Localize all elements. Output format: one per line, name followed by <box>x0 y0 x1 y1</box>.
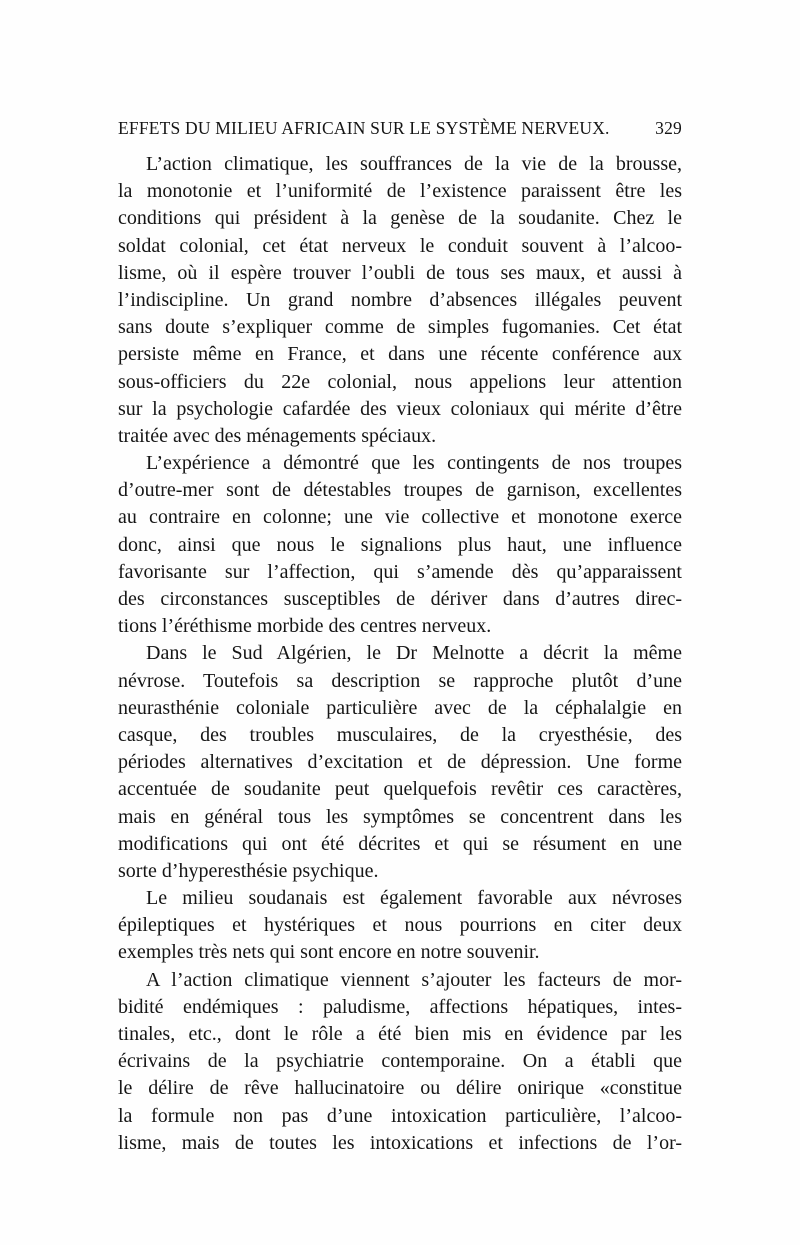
text-line: L’action climatique, les souffrances de la vie de la brousse, <box>146 153 682 175</box>
text-line: la monotonie et l’uniformité de l’existence paraissent être les <box>118 180 682 203</box>
text-line: sorte d’hyperesthésie psychique. <box>118 859 379 882</box>
text-line: au contraire en colonne; une vie collective et monotone exerce <box>118 506 682 529</box>
paragraph-2 <box>118 450 682 640</box>
text-line: casque, des troubles musculaires, de la cryesthésie, des <box>118 723 682 746</box>
page-number: 329 <box>655 118 682 138</box>
body-text <box>118 151 682 1157</box>
text-line: neurasthénie coloniale particulière avec de la céphalalgie en <box>118 696 682 719</box>
text-line: lisme, où il espère trouver l’oubli de tous ses maux, et aussi à <box>118 261 682 284</box>
text-line: favorisante sur l’affection, qui s’amende dès qu’apparaissent <box>118 560 682 583</box>
text-line: tions l’éréthisme morbide des centres nerveux. <box>118 615 492 638</box>
text-line: traitée avec des ménagements spéciaux. <box>118 424 437 447</box>
running-header <box>118 118 682 142</box>
text-line: exemples très nets qui sont encore en notre souvenir. <box>118 941 540 964</box>
text-line: périodes alternatives d’excitation et de dépression. Une forme <box>118 751 682 774</box>
text-line: d’outre-mer sont de détestables troupes de garnison, excellentes <box>118 479 682 502</box>
text-line: l’indiscipline. Un grand nombre d’absences illégales peuvent <box>118 288 682 311</box>
text-line: Dans le Sud Algérien, le Dr Melnotte a décrit la même <box>146 642 682 665</box>
text-line: modifications qui ont été décrites et qui se résument en une <box>118 832 682 855</box>
text-line: sous-officiers du 22e colonial, nous appelions leur attention <box>118 370 682 393</box>
text-line: épileptiques et hystériques et nous pourrions en citer deux <box>118 914 682 937</box>
text-line: mais en général tous les symptômes se concentrent dans les <box>118 805 682 828</box>
text-line: névrose. Toutefois sa description se rapproche plutôt d’une <box>118 669 682 692</box>
text-line: des circonstances susceptibles de dériver dans d’autres direc- <box>118 588 682 610</box>
text-line: conditions qui président à la genèse de la soudanite. Chez le <box>118 207 682 230</box>
text-line: le délire de rêve hallucinatoire ou délire onirique «constitue <box>118 1077 682 1100</box>
running-title: EFFETS DU MILIEU AFRICAIN SUR LE SYSTÈME NERVEUX. <box>118 118 610 138</box>
text-line: sans doute s’expliquer comme de simples fugomanies. Cet état <box>118 316 682 339</box>
text-line: persiste même en France, et dans une récente conférence aux <box>118 343 682 366</box>
text-line: Le milieu soudanais est également favorable aux névroses <box>146 887 682 910</box>
text-line: accentuée de soudanite peut quelquefois revêtir ces caractères, <box>118 778 682 801</box>
text-line: donc, ainsi que nous le signalions plus haut, une influence <box>118 533 682 556</box>
paragraph-4 <box>118 885 682 967</box>
text-line: tinales, etc., dont le rôle a été bien mis en évidence par les <box>118 1023 682 1045</box>
text-line: L’expérience a démontré que les contingents de nos troupes <box>146 452 682 475</box>
paragraph-1 <box>118 151 682 450</box>
text-line: la formule non pas d’une intoxication particulière, l’alcoo- <box>118 1104 682 1127</box>
text-line: bidité endémiques : paludisme, affections hépatiques, intes- <box>118 995 682 1018</box>
text-line: sur la psychologie cafardée des vieux coloniaux qui mérite d’être <box>118 397 682 420</box>
paragraph-5 <box>118 967 682 1157</box>
text-line: écrivains de la psychiatrie contemporaine. On a établi que <box>118 1050 682 1073</box>
paragraph-3 <box>118 640 682 885</box>
text-line: soldat colonial, cet état nerveux le conduit souvent à l’alcoo- <box>118 234 682 257</box>
text-line: A l’action climatique viennent s’ajouter les facteurs de mor- <box>146 968 682 991</box>
text-line: lisme, mais de toutes les intoxications et infections de l’or- <box>118 1131 682 1154</box>
